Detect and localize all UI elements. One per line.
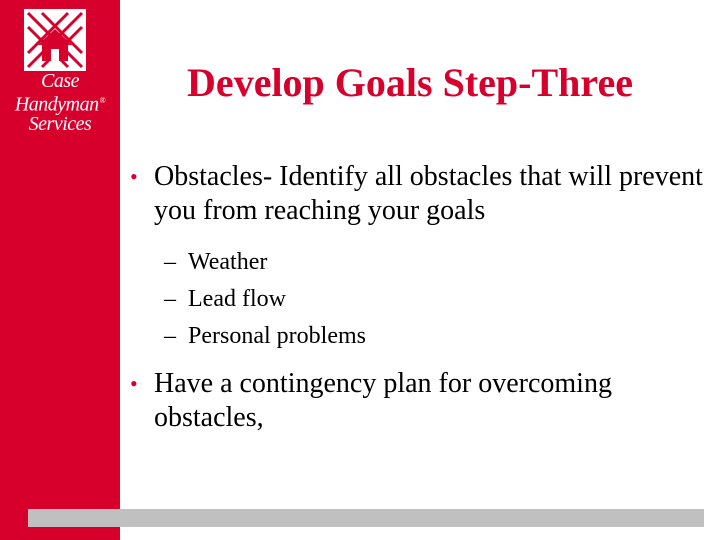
sub-marker: – (164, 323, 176, 349)
brand-line-handyman (0, 91, 120, 115)
slide-body (130, 160, 710, 451)
bullet-contingency (130, 367, 710, 435)
subitem-lead-flow (164, 281, 710, 318)
brand-line-handyman-text: Handyman (14, 93, 99, 116)
sub-text: Personal problems (188, 323, 366, 349)
brand-line-case: Case (41, 70, 79, 92)
bullet-marker: • (130, 371, 138, 396)
subitem-personal-problems (164, 318, 710, 355)
bullet-text: Have a contingency plan for overcoming obstacles, (154, 368, 612, 433)
subitem-weather (164, 244, 710, 281)
bullet-text: Obstacles- Identify all obstacles that will prevent you from reaching your goals (154, 161, 703, 226)
brand-line-services: Services (28, 112, 92, 135)
slide-title: Develop Goals Step-Three (187, 60, 633, 105)
obstacle-sublist (164, 244, 710, 355)
footer-bar (28, 509, 704, 527)
bullet-obstacles (130, 160, 710, 228)
house-grid-logo-icon (24, 9, 86, 71)
brand-wordmark (0, 72, 120, 134)
sub-marker: – (164, 286, 176, 312)
brand-sidebar (0, 0, 120, 540)
sub-text: Weather (188, 249, 268, 275)
sub-text: Lead flow (188, 286, 286, 312)
registered-mark: ® (99, 96, 106, 105)
bullet-marker: • (130, 164, 138, 189)
sub-marker: – (164, 249, 176, 275)
